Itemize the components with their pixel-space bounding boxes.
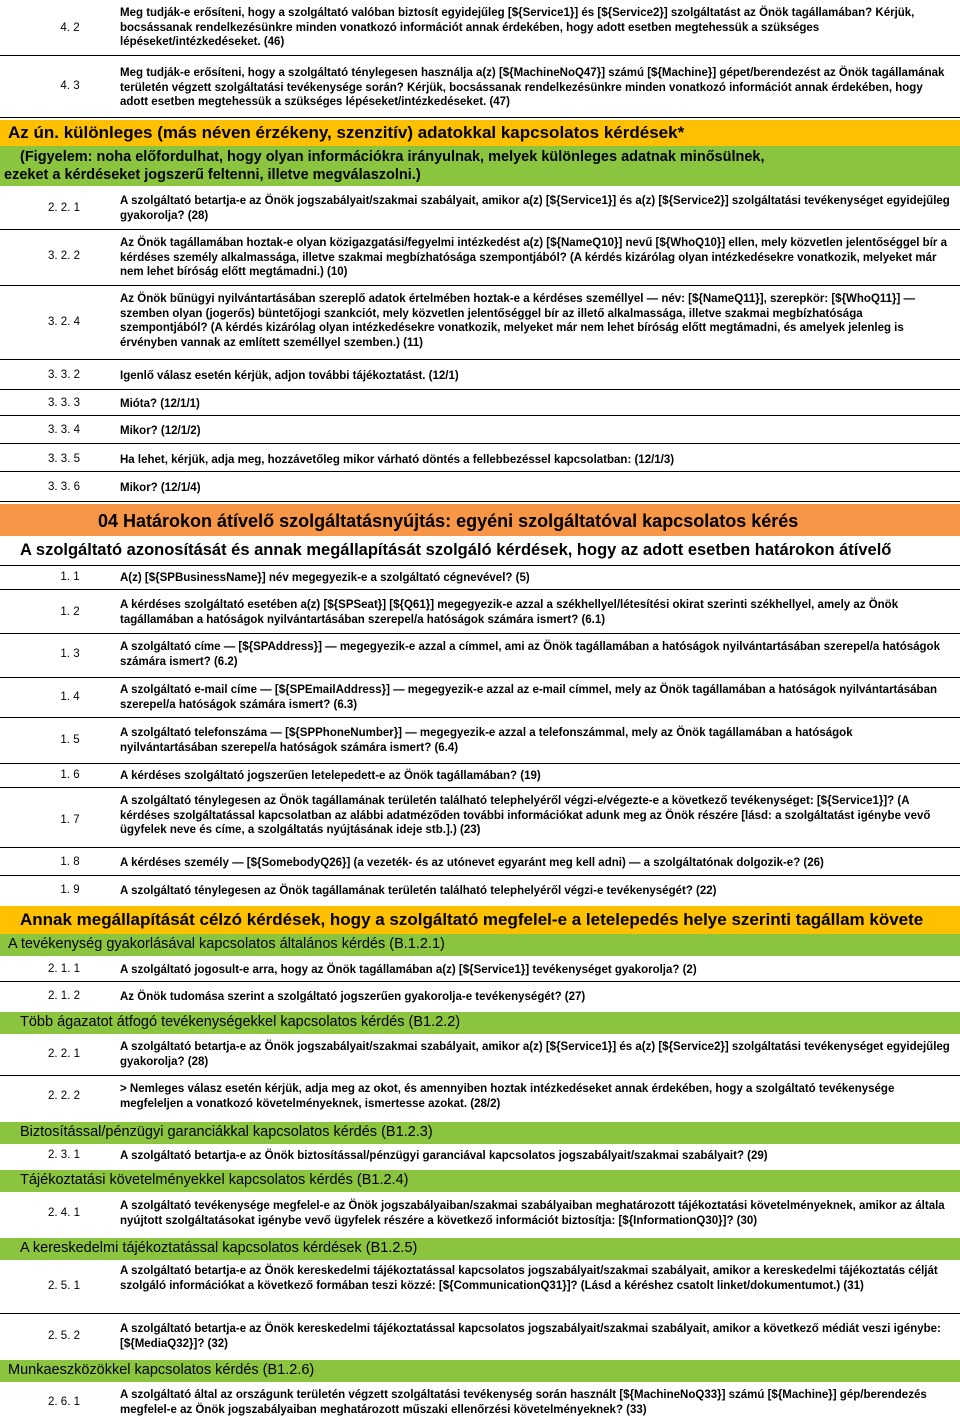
subsection-header-multi: [0, 1012, 960, 1034]
row-number: 3. 3. 4: [48, 424, 80, 436]
row-number: 2. 2. 2: [48, 1090, 80, 1102]
row-text: A szolgáltató betartja-e az Önök kereskedelmi tájékoztatással kapcsolatos jogszabályait/szakmai szabályait, amikor a következő médiát veszi igénybe: [${MediaQ32}]? (32): [120, 1323, 941, 1350]
row-text: > Nemleges válasz esetén kérjük, adja meg az okot, és amennyiben hoztak intézkedéseket annak érdekében, hogy a szolgáltató tevékenysége megfeleljen a vonatkozó követelményeknek, ismertesse azokat. (28/2): [120, 1083, 895, 1110]
table-row: [0, 472, 960, 502]
row-text: A kérdéses szolgáltató esetében a(z) [${SPSeat}] [${Q61}] megegyezik-e azzal a székhellyel/létesítési okirat szerinti székhellyel, amely az Önök tagállamában a hatóságok nyilvántartásában szerepel/a hatóságok számára ismert? (6.1): [120, 599, 899, 626]
row-text: Igenlő válasz esetén kérjük, adjon további tájékoztatást. (12/1): [120, 370, 459, 382]
row-text: A szolgáltató betartja-e az Önök kereskedelmi tájékoztatással kapcsolatos jogszabályait/szakmai szabályait, amikor a kereskedelmi tájékoztatás célját szolgáló információkat a következő formában teszi közzé: [${CommunicationQ31}]? (Lásd a kéréshez csatolt linket/dokumentumot.) (31): [120, 1265, 938, 1292]
section-note-line: (Figyelem: noha előfordulhat, hogy olyan információkra irányulnak, melyek különleges adatnak minősülnek,: [20, 149, 765, 165]
row-number: 1. 8: [60, 856, 80, 868]
table-row: [0, 56, 960, 118]
row-number: 3. 2. 4: [48, 316, 80, 328]
section-header-establishment: [0, 906, 960, 934]
row-text: Az Önök bűnügyi nyilvántartásában szereplő adatok értelmében hoztak-e a kérdéses személlyel — név: [${NameQ11}], szerepkör: [${WhoQ11}] — szemben olyan (jogerős) büntetőjogi szankciót, mely közvetlen jelentőséggel bír az illető alkalmassága, illetve szakmai megbízhatósága szempontjából? (A kérdés kizárólag olyan intézkedésekre vonatkozik, melyeket már nem lehet bíróság előtt megtámadni, és amelyek jelenleg is érvényben vannak az említett személlyel szemben.) (11): [120, 293, 916, 349]
row-number: 4. 2: [60, 22, 80, 34]
row-text: Meg tudják-e erősíteni, hogy a szolgáltató valóban biztosít egyidejűleg [${Service1}] és [${Service2}] szolgáltatást az Önök tagállamában? Kérjük, bocsássanak rendelkezésünkre minden vonatkozó információt annak érdekében, hogy adott esetben megtehessük a szükséges lépéseket/intézkedéseket. (46): [120, 7, 915, 48]
row-number: 3. 2. 2: [48, 250, 80, 262]
table-row: [0, 390, 960, 416]
table-row: [0, 286, 960, 360]
row-text: A szolgáltató e-mail címe — [${SPEmailAddress}] — megegyezik-e azzal az e-mail címmel, mely az Önök tagállamában a hatóságok nyilvántartásában szerepel/a hatóságok számára ismert? (6.3): [120, 684, 938, 711]
subsection-title: Biztosítással/pénzügyi garanciákkal kapcsolatos kérdés (B1.2.3): [20, 1124, 433, 1140]
table-row: [0, 444, 960, 472]
row-text: A(z) [${SPBusinessName}] név megegyezik-e a szolgáltató cégnevével? (5): [120, 572, 530, 584]
section-header-04: [0, 504, 960, 536]
subsection-title: Több ágazatot átfogó tevékenységekkel kapcsolatos kérdés (B1.2.2): [20, 1014, 461, 1030]
row-text: A szolgáltató telefonszáma — [${SPPhoneNumber}] — megegyezik-e azzal a telefonszámmal, mely az Önök tagállamában a hatóságok nyilvántartásában szerepel/a hatóságok számára ismert? (6.4): [120, 727, 853, 754]
row-number: 3. 3. 6: [48, 481, 80, 493]
subsection-header-insurance: [0, 1122, 960, 1144]
subsection-title: A kereskedelmi tájékoztatással kapcsolatos kérdések (B1.2.5): [20, 1240, 418, 1256]
row-text: Az Önök tagállamában hoztak-e olyan közigazgatási/fegyelmi intézkedést a(z) [${NameQ10}] nevű [${WhoQ10}] ellen, mely közvetlen jelentőséggel bír a kérdéses személy alkalmassága, illetve szakmai megbízhatósága szempontjából? (A kérdés kizárólag olyan intézkedésekre vonatkozik, melyeket már nem lehet bíróság előtt megtámadni.) (10): [120, 237, 947, 278]
row-text: A szolgáltató betartja-e az Önök jogszabályait/szakmai szabályait, amikor a(z) [${Service1}] és a(z) [${Service2}] szolgáltatási tevékenységet egyidejűleg gyakorolja? (28): [120, 195, 950, 222]
row-number: 1. 5: [60, 734, 80, 746]
subsection-header-general: [0, 934, 960, 956]
row-number: 1. 6: [60, 769, 80, 781]
row-text: A szolgáltató címe — [${SPAddress}] — megegyezik-e azzal a címmel, ami az Önök tagállamában a hatóságok nyilvántartásában szerepel/a hatóságok számára ismert? (6.2): [120, 641, 940, 668]
table-row: [0, 1144, 960, 1168]
row-text: A szolgáltató ténylegesen az Önök tagállamának területén található telephelyéről végzi-e/végezte-e a következő tevékenységet: [${Service1}]? (A kérdéses szolgáltatással kapcsolatban az alábbi adatméződen további információkat adunk meg az Önök részére [lásd: a szolgáltatást igénybe vevő ügyfelek neve és címe, a szolgáltatás nyújtásának ideje stb.].) (23): [120, 795, 931, 836]
table-row: [0, 416, 960, 444]
section-title: Annak megállapítását célzó kérdések, hogy a szolgáltató megfelel-e a letelepedés helye szerinti tagállam követe: [20, 910, 924, 929]
subsection-header-tools: [0, 1360, 960, 1382]
table-row: [0, 876, 960, 904]
row-text: A szolgáltató tevékenysége megfelel-e az Önök jogszabályaiban/szakmai szabályaiban meghatározott tájékoztatási követelményeknek, amikor az általa nyújtott szolgáltatásokat igénybe vevő ügyfelek részére a következő információt biztosítja: [${InformationQ30}]? (30): [120, 1200, 945, 1227]
subsection-title: Munkaeszközökkel kapcsolatos kérdés (B1.2.6): [8, 1362, 315, 1378]
row-text: A szolgáltató által az országunk területén végzett szolgáltatási tevékenység során használt [${MachineNoQ33}] számú [${Machine}] gép/berendezés megfelel-e az Önök jogszabályaiban meghatározott műszaki ellenőrzési követelményeknek? (33): [120, 1389, 927, 1416]
section-note-sensitive: [0, 146, 960, 186]
row-number: 3. 3. 2: [48, 369, 80, 381]
table-row: [0, 634, 960, 678]
row-number: 3. 3. 3: [48, 397, 80, 409]
row-number: 2. 1. 2: [48, 990, 80, 1002]
table-row: [0, 788, 960, 848]
subsection-header-info: [0, 1170, 960, 1192]
table-row: [0, 1192, 960, 1236]
row-text: A szolgáltató jogosult-e arra, hogy az Önök tagállamában a(z) [${Service1}] tevékenységet gyakorolja? (2): [120, 964, 697, 976]
table-row: [0, 678, 960, 718]
row-number: 2. 2. 1: [48, 202, 80, 214]
row-text: A kérdéses szolgáltató jogszerűen letelepedett-e az Önök tagállamában? (19): [120, 770, 541, 782]
row-number: 3. 3. 5: [48, 453, 80, 465]
table-row: [0, 360, 960, 390]
table-row: [0, 186, 960, 230]
table-row: [0, 956, 960, 982]
table-row: [0, 1034, 960, 1076]
row-number: 4. 3: [60, 80, 80, 92]
section-note-line: ezeket a kérdéseket jogszerű feltenni, illetve megválaszolni.): [4, 167, 421, 183]
table-row: [0, 230, 960, 286]
row-text: Mikor? (12/1/4): [120, 482, 201, 494]
row-text: A szolgáltató betartja-e az Önök jogszabályait/szakmai szabályait, amikor a(z) [${Service1}] és a(z) [${Service2}] szolgáltatási tevékenységet egyidejűleg gyakorolja? (28): [120, 1041, 950, 1068]
row-text: Meg tudják-e erősíteni, hogy a szolgáltató ténylegesen használja a(z) [${MachineNoQ47}] számú [${Machine}] gépet/berendezést az Önök tagállamának területén végzett szolgáltatási tevékenysége során? Kérjük, bocsássanak rendelkezésünkre minden vonatkozó információt annak érdekében, hogy adott esetben megtehessük a szükséges lépéseket/intézkedéseket. (47): [120, 67, 945, 108]
row-text: A kérdéses személy — [${SomebodyQ26}] (a vezeték- és az utónevet egyaránt meg kell adni) — a szolgáltatónak dolgozik-e? (26): [120, 857, 824, 869]
subsection-title: Tájékoztatási követelményekkel kapcsolatos kérdés (B1.2.4): [20, 1172, 409, 1188]
table-row: [0, 1076, 960, 1118]
table-row: [0, 590, 960, 634]
row-number: 2. 5. 2: [48, 1330, 80, 1342]
row-text: A szolgáltató betartja-e az Önök biztosítással/pénzügyi garanciával kapcsolatos jogszabályait/szakmai szabályait? (29): [120, 1150, 768, 1162]
table-row: [0, 848, 960, 876]
row-number: 2. 3. 1: [48, 1149, 80, 1161]
row-text: Mikor? (12/1/2): [120, 425, 201, 437]
row-text: Az Önök tudomása szerint a szolgáltató jogszerűen gyakorolja-e tevékenységét? (27): [120, 991, 586, 1003]
row-number: 2. 5. 1: [48, 1280, 80, 1292]
section-subtitle-04: [0, 536, 960, 566]
section-header-sensitive: [0, 120, 960, 146]
row-number: 1. 2: [60, 606, 80, 618]
table-row: [0, 982, 960, 1010]
row-text: Ha lehet, kérjük, adja meg, hozzávetőleg mikor várható döntés a fellebbezéssel kapcsolatban: (12/1/3): [120, 454, 675, 466]
subsection-title: A tevékenység gyakorlásával kapcsolatos általános kérdés (B.1.2.1): [8, 936, 445, 952]
section-title: Az ún. különleges (más néven érzékeny, szenzitív) adatokkal kapcsolatos kérdések*: [8, 123, 685, 142]
table-row: [0, 1382, 960, 1423]
table-row: [0, 0, 960, 56]
row-number: 1. 1: [60, 571, 80, 583]
row-number: 2. 2. 1: [48, 1048, 80, 1060]
table-row: [0, 718, 960, 764]
row-number: 2. 6. 1: [48, 1396, 80, 1408]
row-number: 1. 9: [60, 884, 80, 896]
table-row: [0, 566, 960, 590]
row-text: Mióta? (12/1/1): [120, 398, 200, 410]
table-row: [0, 1314, 960, 1358]
subsection-header-commercial: [0, 1238, 960, 1260]
row-number: 2. 4. 1: [48, 1207, 80, 1219]
section-title: 04 Határokon átívelő szolgáltatásnyújtás: egyéni szolgáltatóval kapcsolatos kérés: [98, 511, 799, 531]
row-number: 1. 3: [60, 648, 80, 660]
table-row: [0, 764, 960, 788]
row-number: 1. 4: [60, 691, 80, 703]
section-subtitle: A szolgáltató azonosítását és annak megállapítását szolgáló kérdések, hogy az adott esetben határokon átívelő: [20, 541, 892, 559]
table-row: [0, 1260, 960, 1314]
row-text: A szolgáltató ténylegesen az Önök tagállamának területén található telephelyéről végzi-e tevékenységét? (22): [120, 885, 717, 897]
row-number: 2. 1. 1: [48, 963, 80, 975]
row-number: 1. 7: [60, 814, 80, 826]
